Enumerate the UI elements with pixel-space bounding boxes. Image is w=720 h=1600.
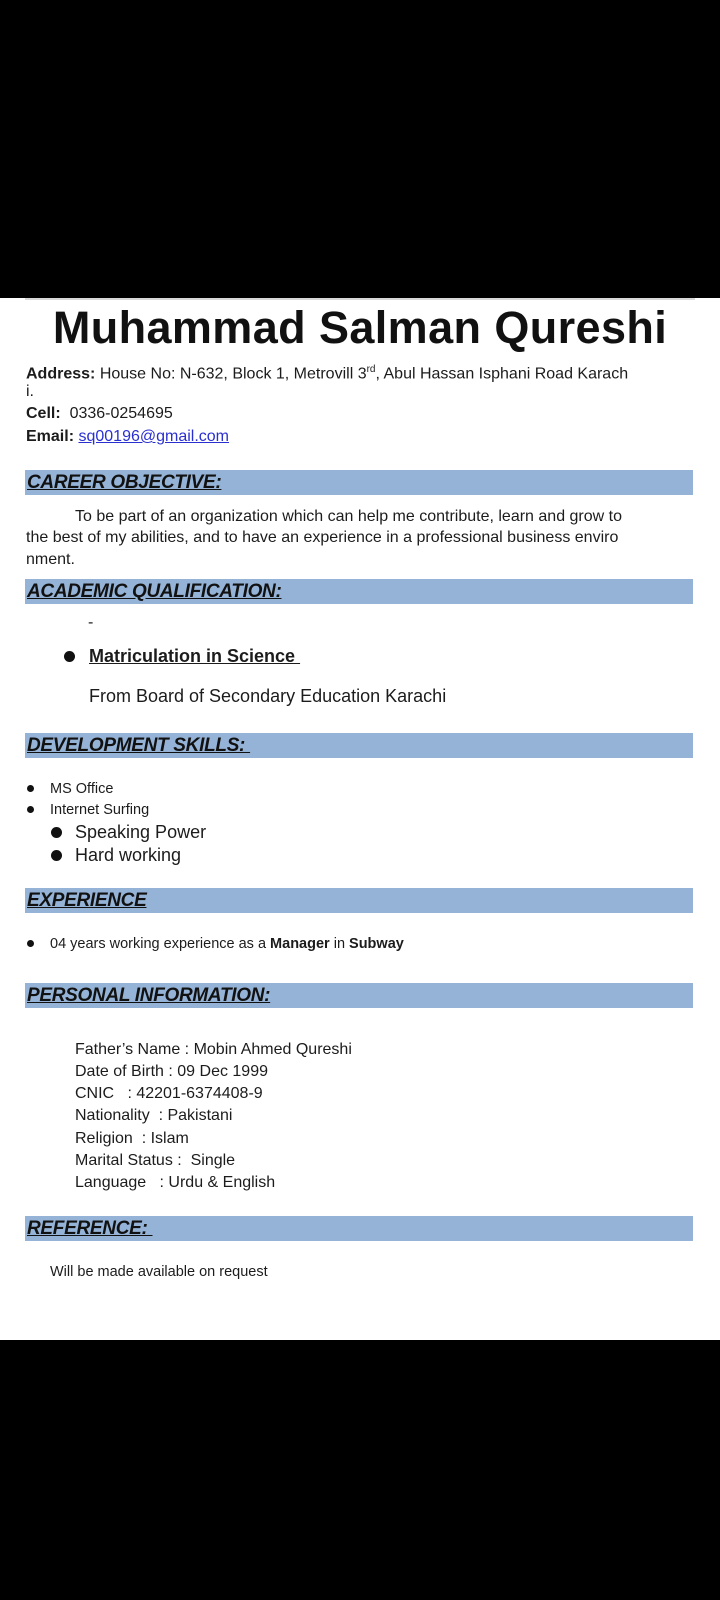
reference-title: REFERENCE:: [27, 1218, 153, 1239]
reference-text: Will be made available on request: [50, 1264, 268, 1280]
reference-header: [25, 1216, 693, 1241]
experience-header: [25, 888, 693, 913]
bullet-icon: [27, 785, 34, 792]
address-part1: House No: N-632, Block 1, Metrovill 3: [99, 365, 367, 383]
academic-title: ACADEMIC QUALIFICATION:: [27, 581, 282, 602]
address-wrap: i.: [26, 383, 34, 400]
academic-dash: -: [88, 614, 94, 631]
objective-line-1: To be part of an organization which can help me contribute, learn and grow to: [75, 508, 622, 525]
skill-item: Speaking Power: [75, 822, 207, 842]
bullet-icon: [27, 806, 34, 813]
skill-item: Internet Surfing: [50, 802, 150, 818]
skills-header: [25, 733, 693, 758]
career-objective-title: CAREER OBJECTIVE:: [27, 472, 222, 493]
objective-line-2: the best of my abilities, and to have an experience in a professional business enviro: [26, 529, 619, 546]
bullet-icon: [51, 827, 62, 838]
cell-label: Cell:: [26, 405, 61, 422]
personal-language: Language : Urdu & English: [75, 1174, 276, 1191]
skills-title: DEVELOPMENT SKILLS:: [27, 735, 251, 756]
experience-role: Manager: [270, 936, 330, 952]
experience-text-b: in: [329, 936, 350, 952]
career-objective-header: [25, 470, 693, 495]
email-link[interactable]: sq00196@gmail.com: [78, 428, 230, 445]
email-label: Email:: [26, 428, 75, 445]
academic-header: [25, 579, 693, 604]
personal-father: Father’s Name : Mobin Ahmed Qureshi: [75, 1041, 352, 1058]
skill-item: Hard working: [75, 845, 182, 865]
personal-title: PERSONAL INFORMATION:: [27, 985, 271, 1006]
personal-nationality: Nationality : Pakistani: [75, 1107, 233, 1124]
cell-line: [26, 403, 173, 425]
bullet-icon: [27, 940, 34, 947]
personal-header: [25, 983, 693, 1008]
experience-item: [50, 933, 404, 955]
address-line: [26, 359, 628, 385]
experience-title: EXPERIENCE: [27, 890, 147, 911]
address-label: Address:: [26, 365, 96, 383]
objective-line-3: nment.: [26, 551, 75, 568]
email-line: [26, 426, 229, 448]
cell-value: 0336-0254695: [69, 405, 173, 422]
personal-religion: Religion : Islam: [75, 1130, 189, 1147]
degree-board: From Board of Secondary Education Karachi: [89, 686, 447, 706]
skill-item: MS Office: [50, 781, 114, 797]
experience-company: Subway: [349, 936, 404, 952]
resume-name: Muhammad Salman Qureshi: [52, 302, 668, 353]
degree-title: Matriculation in Science: [89, 646, 301, 666]
experience-text-a: 04 years working experience as a: [50, 936, 271, 952]
bullet-icon: [51, 850, 62, 861]
bullet-icon: [64, 651, 75, 662]
personal-cnic: CNIC : 42201-6374408-9: [75, 1085, 263, 1102]
top-divider: [25, 298, 695, 300]
address-part2: , Abul Hassan Isphani Road Karach: [375, 365, 629, 383]
personal-dob: Date of Birth : 09 Dec 1999: [75, 1063, 268, 1080]
address-sup: rd: [366, 364, 376, 375]
personal-marital: Marital Status : Single: [75, 1152, 236, 1169]
